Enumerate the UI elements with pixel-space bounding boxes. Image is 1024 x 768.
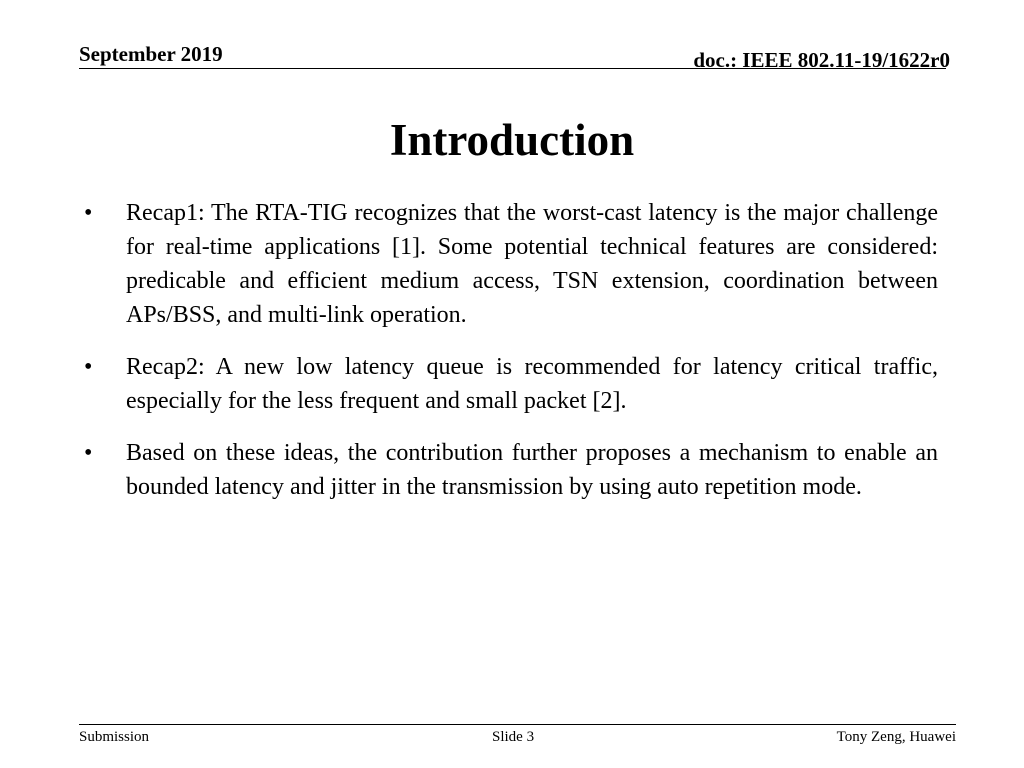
- bullet-marker: •: [84, 354, 93, 380]
- bullet-item: [84, 196, 938, 332]
- bullet-list: [84, 196, 938, 522]
- footer-author: Tony Zeng, Huawei: [836, 729, 956, 745]
- bullet-item: [84, 350, 938, 418]
- bullet-text: Recap1: The RTA-TIG recognizes that the worst-cast latency is the major challenge for real-time applications [1]. Some potential technical features are considered: predicable and efficient medium access, TSN extension, coordination between APs/BSS, and multi-link operation.: [126, 200, 938, 328]
- document-id: doc.: IEEE 802.11-19/1622r0: [693, 48, 950, 72]
- header-divider: [79, 68, 946, 69]
- header-date: September 2019: [79, 42, 223, 66]
- bullet-marker: •: [84, 440, 93, 466]
- footer-submission: Submission: [79, 729, 150, 745]
- slide-title: Introduction: [389, 115, 635, 165]
- bullet-text: Recap2: A new low latency queue is recommended for latency critical traffic, especially for the less frequent and small packet [2].: [126, 354, 938, 414]
- footer-slide-number: Slide 3: [492, 729, 535, 745]
- footer-divider: [79, 724, 956, 725]
- bullet-text: Based on these ideas, the contribution further proposes a mechanism to enable an bounded latency and jitter in the transmission by using auto repetition mode.: [126, 440, 938, 500]
- bullet-marker: •: [84, 200, 93, 226]
- bullet-item: [84, 436, 938, 504]
